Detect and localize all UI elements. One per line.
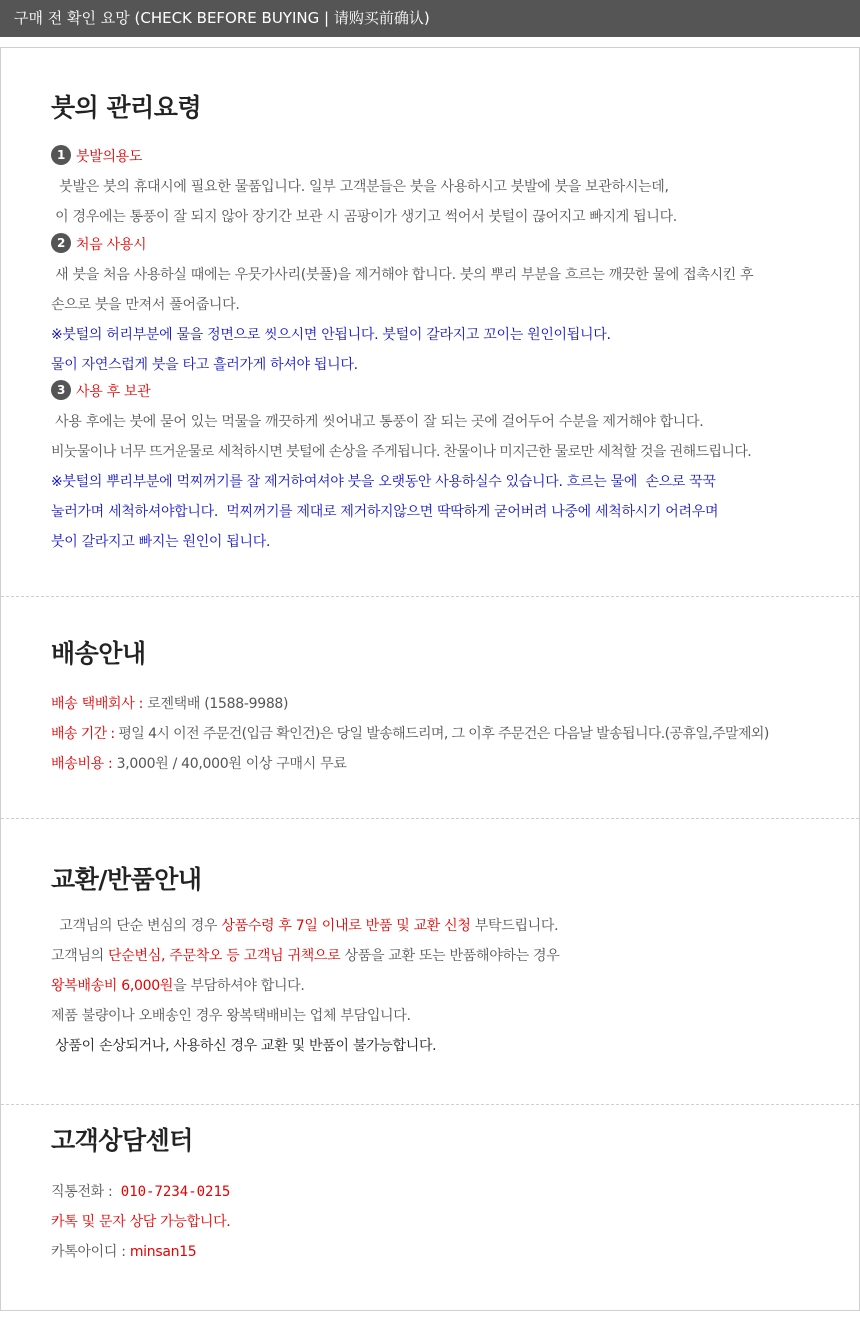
- number-badge-2: 2: [51, 233, 71, 253]
- care-item-2: [51, 230, 851, 380]
- care-item-2-warning-1: ※붓털의 허리부분에 물을 정면으로 씻으시면 안됩니다. 붓털이 갈라지고 꼬이는 원인이됩니다.: [51, 327, 611, 343]
- returns-line-4: 제품 불량이나 오배송인 경우 왕복택배비는 업체 부담입니다.: [51, 1008, 411, 1024]
- care-item-2-title: 처음 사용시: [76, 237, 147, 253]
- shipping-row-period: [51, 719, 851, 749]
- number-badge-1: 1: [51, 145, 71, 165]
- shipping-period-value: 평일 4시 이전 주문건(입금 확인건)은 당일 발송해드리며, 그 이후 주문건은 다음날 발송됩니다.(공휴일,주말제외): [118, 726, 769, 742]
- shipping-row-courier: [51, 689, 851, 719]
- returns-line-3-highlight: 왕복배송비 6,000원: [51, 978, 174, 994]
- care-item-3-title: 사용 후 보관: [76, 384, 151, 400]
- number-badge-3: 3: [51, 380, 71, 400]
- care-item-1-line-1: 붓발은 붓의 휴대시에 필요한 물품입니다. 일부 고객분들은 붓을 사용하시고 붓발에 붓을 보관하시는데,: [51, 179, 669, 195]
- contact-kakao-label: 카톡아이디 :: [51, 1244, 130, 1260]
- returns-line-2-highlight: 단순변심, 주문착오 등 고객님 귀책으로: [108, 948, 341, 964]
- returns-line-2-after: 상품을 교환 또는 반품해야하는 경우: [340, 948, 560, 964]
- care-item-3-warning-2: 눌러가며 세척하셔야합니다. 먹찌꺼기를 제대로 제거하지않으면 딱딱하게 굳어버려 나중에 세척하시기 어려우며: [51, 504, 719, 520]
- returns-line-3-after: 을 부담하셔야 합니다.: [173, 978, 305, 994]
- returns-info: [51, 911, 851, 1061]
- contact-kakao-note: 카톡 및 문자 상담 가능합니다.: [51, 1214, 231, 1230]
- care-item-title: [51, 142, 851, 172]
- returns-line-1-before: 고객님의 단순 변심의 경우: [51, 918, 222, 934]
- top-notice-bar: [0, 0, 860, 37]
- returns-line-1-highlight: 상품수령 후 7일 이내로 반품 및 교환 신청: [221, 918, 471, 934]
- returns-heading: 교환/반품안내: [51, 865, 202, 894]
- care-item-2-warning-2: 물이 자연스럽게 붓을 타고 흘러가게 하셔야 됩니다.: [51, 357, 358, 373]
- returns-line-2: [51, 941, 851, 971]
- shipping-courier-value: 로젠택배 (1588-9988): [147, 696, 289, 712]
- section-divider: [1, 1104, 859, 1105]
- section-divider: [1, 596, 859, 597]
- contact-section: [51, 1125, 851, 1157]
- care-item-3-line-2: 비눗물이나 너무 뜨거운물로 세척하시면 붓털에 손상을 주게됩니다. 찬물이나 미지근한 물로만 세척할 것을 권해드립니다.: [51, 444, 752, 460]
- returns-line-5: 상품이 손상되거나, 사용하신 경우 교환 및 반품이 불가능합니다.: [51, 1038, 437, 1054]
- care-item-title: [51, 230, 851, 260]
- returns-line-2-before: 고객님의: [51, 948, 109, 964]
- shipping-heading: 배송안내: [51, 639, 146, 668]
- contact-phone-row: [51, 1177, 851, 1207]
- top-notice-title: 구매 전 확인 요망 (CHECK BEFORE BUYING | 请购买前确认): [14, 9, 430, 27]
- care-item-3: [51, 377, 851, 557]
- returns-line-1: [51, 911, 851, 941]
- shipping-fee-label: 배송비용 :: [51, 756, 117, 772]
- care-item-3-line-1: 사용 후에는 붓에 묻어 있는 먹물을 깨끗하게 씻어내고 통풍이 잘 되는 곳에 걸어두어 수분을 제거해야 합니다.: [51, 414, 704, 430]
- care-item-3-warning-1: ※붓털의 뿌리부분에 먹찌꺼기를 잘 제거하여셔야 붓을 오랫동안 사용하실수 있습니다. 흐르는 물에 손으로 꾹꾹: [51, 474, 716, 490]
- contact-phone-label: 직통전화 :: [51, 1184, 121, 1200]
- section-divider: [1, 818, 859, 819]
- shipping-period-label: 배송 기간 :: [51, 726, 119, 742]
- shipping-courier-label: 배송 택배회사 :: [51, 696, 148, 712]
- returns-line-1-after: 부탁드립니다.: [470, 918, 559, 934]
- care-item-3-warning-3: 붓이 갈라지고 빠지는 원인이 됩니다.: [51, 534, 271, 550]
- contact-heading: 고객상담센터: [51, 1126, 193, 1155]
- returns-section: [51, 864, 851, 896]
- care-item-1-title: 붓발의용도: [76, 149, 143, 165]
- returns-line-3: [51, 971, 851, 1001]
- shipping-info: [51, 689, 851, 779]
- contact-kakao-value: minsan15: [129, 1244, 197, 1260]
- care-item-title: [51, 377, 851, 407]
- care-item-1-line-2: 이 경우에는 통풍이 잘 되지 않아 장기간 보관 시 곰팡이가 생기고 썩어서 붓털이 끊어지고 빠지게 됩니다.: [51, 209, 677, 225]
- contact-phone-value: 010-7234-0215: [120, 1184, 231, 1200]
- contact-info: [51, 1177, 851, 1267]
- care-item-2-line-1: 새 붓을 처음 사용하실 때에는 우뭇가사리(붓풀)을 제거해야 합니다. 붓의 뿌리 부분을 흐르는 깨끗한 물에 접촉시킨 후: [51, 267, 754, 283]
- care-heading: 붓의 관리요령: [51, 93, 202, 122]
- shipping-fee-value: 3,000원 / 40,000원 이상 구매시 무료: [116, 756, 347, 772]
- shipping-row-fee: [51, 749, 851, 779]
- care-section: [51, 92, 851, 124]
- contact-kakao-row: [51, 1237, 851, 1267]
- care-item-2-line-2: 손으로 붓을 만져서 풀어줍니다.: [51, 297, 240, 313]
- care-item-1: [51, 142, 851, 232]
- shipping-section: [51, 638, 851, 670]
